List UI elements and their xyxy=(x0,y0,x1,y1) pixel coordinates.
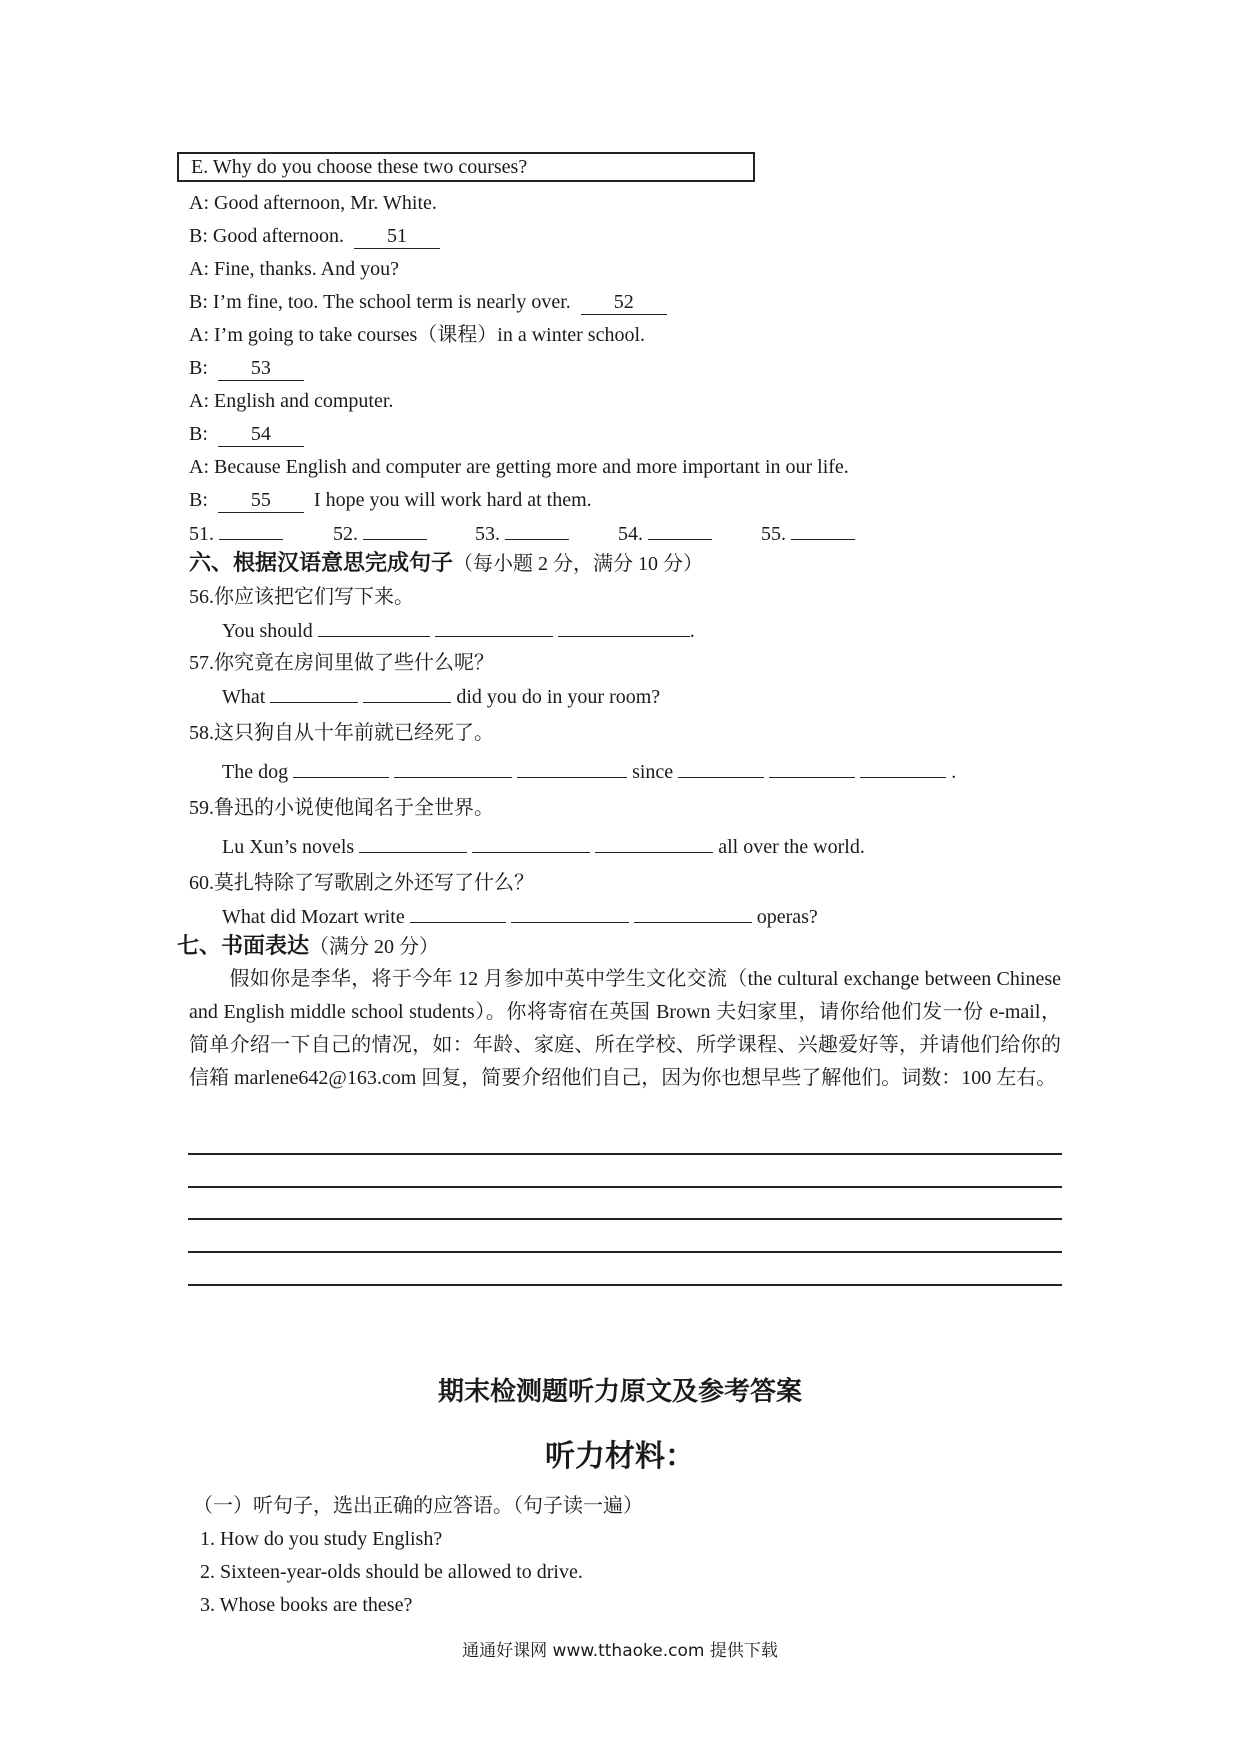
writing-line[interactable] xyxy=(188,1284,1062,1286)
answer-blank[interactable] xyxy=(472,832,590,853)
sentence-end: operas? xyxy=(756,906,818,928)
option-e-text: E. Why do you choose these two courses? xyxy=(191,156,528,178)
sentence-end: . xyxy=(689,620,695,642)
question-58-en xyxy=(222,757,956,786)
section-6-heading xyxy=(189,548,703,579)
blank-51[interactable]: 51 xyxy=(354,224,440,249)
answers-title: 期末检测题听力原文及参考答案 xyxy=(437,1377,802,1406)
dialogue-text: B: Good afternoon. xyxy=(189,225,354,247)
writing-prompt xyxy=(189,963,1061,1095)
answer-blank[interactable] xyxy=(219,519,283,540)
section-7-heading xyxy=(177,931,439,962)
option-box xyxy=(177,152,755,182)
question-60-en xyxy=(222,902,818,931)
answer-label: 55. xyxy=(761,523,786,545)
answer-blank[interactable] xyxy=(634,902,752,923)
answer-blank[interactable] xyxy=(435,616,553,637)
question-56-cn: 56.你应该把它们写下来。 xyxy=(189,586,414,608)
writing-line[interactable] xyxy=(188,1218,1062,1220)
blank-53[interactable]: 53 xyxy=(218,356,304,381)
question-56-en xyxy=(222,616,695,645)
answer-slot-54[interactable] xyxy=(618,519,712,548)
writing-line[interactable] xyxy=(188,1251,1062,1253)
answer-blank[interactable] xyxy=(511,902,629,923)
answer-blank[interactable] xyxy=(363,682,451,703)
answer-slot-51[interactable] xyxy=(189,519,283,548)
answer-label: 54. xyxy=(618,523,643,545)
answer-blank[interactable] xyxy=(293,757,389,778)
dialogue-text: B: I’m fine, too. The school term is nearly over. xyxy=(189,291,581,313)
blank-55[interactable]: 55 xyxy=(218,488,304,513)
dialogue-line-3: A: Fine, thanks. And you? xyxy=(189,258,399,280)
section-note: （满分 20 分） xyxy=(309,936,440,958)
sentence-start: What xyxy=(222,686,266,708)
answer-slot-52[interactable] xyxy=(333,519,427,548)
answer-blank[interactable] xyxy=(410,902,506,923)
page-footer: 通通好课网 www.tthaoke.com 提供下载 xyxy=(462,1641,778,1661)
dialogue-line-7: A: English and computer. xyxy=(189,390,394,412)
sentence-end: . xyxy=(951,761,957,783)
section-title: 六、根据汉语意思完成句子 xyxy=(189,550,454,575)
listening-title: 听力材料： xyxy=(545,1440,695,1473)
sentence-start: You should xyxy=(222,620,313,642)
answer-blank[interactable] xyxy=(318,616,430,637)
question-60-cn: 60.莫扎特除了写歌剧之外还写了什么？ xyxy=(189,872,534,894)
dialogue-line-9: A: Because English and computer are getting more and more important in our life. xyxy=(189,456,849,478)
dialogue-text-after: I hope you will work hard at them. xyxy=(303,489,592,511)
answer-blank[interactable] xyxy=(363,519,427,540)
dialogue-line-10 xyxy=(189,486,592,514)
answer-slot-53[interactable] xyxy=(475,519,569,548)
sentence-start: Lu Xun’s novels xyxy=(222,836,355,858)
writing-prompt-text: 假如你是李华，将于今年 12 月参加中英中学生文化交流（the cultural exchange between Chinese and English middle school students）。你将寄宿在英国 Brown 夫妇家里，请你给他们发一份 e-mail，简单介绍一下自己的情况，如：年龄、家庭、所在学校、所学课程、兴趣爱好等，并请他们给你的信箱 marlene642@163.com 回复，简要介绍他们自己，因为你也想早些了解他们。词数：100 左右。 xyxy=(189,968,1061,1089)
question-59-cn: 59.鲁迅的小说使他闻名于全世界。 xyxy=(189,797,494,819)
sentence-start: What did Mozart write xyxy=(222,906,405,928)
dialogue-line-4 xyxy=(189,288,667,316)
question-57-en xyxy=(222,682,660,711)
answer-blank[interactable] xyxy=(595,832,713,853)
dialogue-line-1: A: Good afternoon, Mr. White. xyxy=(189,192,437,214)
answer-blank[interactable] xyxy=(359,832,467,853)
listening-item-3: 3. Whose books are these? xyxy=(200,1594,413,1616)
listening-item-2: 2. Sixteen-year-olds should be allowed to drive. xyxy=(200,1561,583,1583)
answer-blank[interactable] xyxy=(505,519,569,540)
dialogue-line-2 xyxy=(189,222,440,250)
sentence-start: The dog xyxy=(222,761,289,783)
question-58-cn: 58.这只狗自从十年前就已经死了。 xyxy=(189,722,494,744)
question-57-cn: 57.你究竟在房间里做了些什么呢？ xyxy=(189,652,494,674)
dialogue-text: B: xyxy=(189,423,218,445)
dialogue-line-5: A: I’m going to take courses（课程）in a winter school. xyxy=(189,324,646,346)
answer-blank[interactable] xyxy=(678,757,764,778)
sentence-mid: since xyxy=(632,761,674,783)
answer-blank[interactable] xyxy=(860,757,946,778)
answer-blank[interactable] xyxy=(394,757,512,778)
section-note: （每小题 2 分，满分 10 分） xyxy=(453,553,704,575)
writing-line[interactable] xyxy=(188,1186,1062,1188)
listening-item-1: 1. How do you study English? xyxy=(200,1528,443,1550)
dialogue-line-8 xyxy=(189,420,304,448)
answer-label: 52. xyxy=(333,523,358,545)
answer-blank[interactable] xyxy=(791,519,855,540)
question-59-en xyxy=(222,832,865,861)
answer-label: 53. xyxy=(475,523,500,545)
dialogue-text: B: xyxy=(189,357,218,379)
dialogue-line-6 xyxy=(189,354,304,382)
section-title: 七、书面表达 xyxy=(177,933,310,958)
answer-blank[interactable] xyxy=(270,682,358,703)
listening-part-1: （一）听句子，选出正确的应答语。（句子读一遍） xyxy=(193,1495,643,1517)
blank-54[interactable]: 54 xyxy=(218,422,304,447)
blank-52[interactable]: 52 xyxy=(581,290,667,315)
answer-blank[interactable] xyxy=(769,757,855,778)
answer-blank[interactable] xyxy=(648,519,712,540)
answer-slot-55[interactable] xyxy=(761,519,855,548)
writing-line[interactable] xyxy=(188,1153,1062,1155)
answer-blank[interactable] xyxy=(558,616,690,637)
dialogue-text: B: xyxy=(189,489,218,511)
sentence-end: did you do in your room? xyxy=(456,686,661,708)
answer-label: 51. xyxy=(189,523,214,545)
sentence-end: all over the world. xyxy=(718,836,865,858)
answer-blank[interactable] xyxy=(517,757,627,778)
